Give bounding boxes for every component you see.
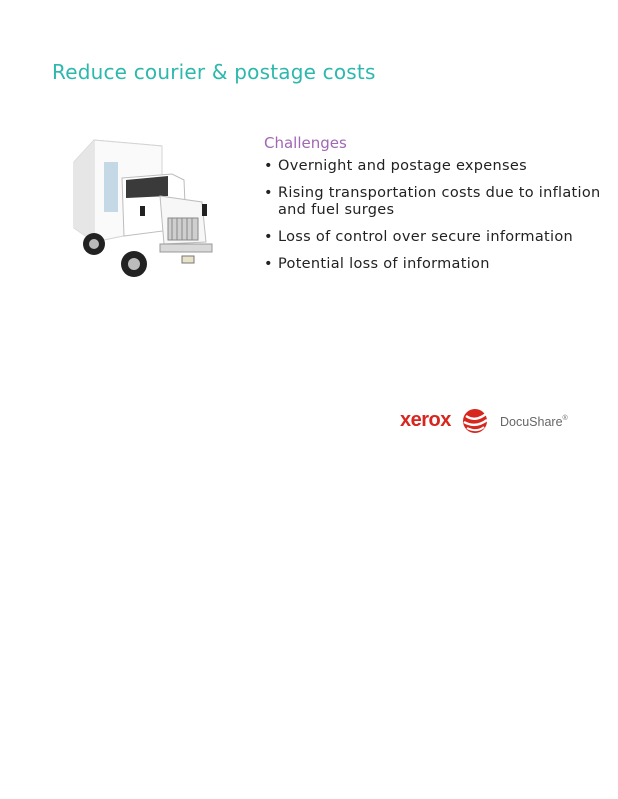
xerox-docushare-logo bbox=[400, 406, 590, 436]
list-item-text: Loss of control over secure information bbox=[278, 229, 574, 245]
xerox-sphere-icon bbox=[462, 408, 488, 434]
list-item bbox=[264, 256, 609, 273]
list-item bbox=[264, 158, 609, 175]
list-item bbox=[264, 229, 609, 246]
registered-mark: ® bbox=[562, 415, 568, 422]
list-item bbox=[264, 185, 609, 219]
list-item-text: Rising transportation costs due to inflation and fuel surges bbox=[278, 185, 601, 218]
challenges-list bbox=[264, 158, 609, 273]
bullet-icon: • bbox=[264, 185, 273, 201]
docushare-text: DocuShare bbox=[500, 415, 563, 429]
challenges-heading: Challenges bbox=[264, 134, 347, 152]
bullet-icon: • bbox=[264, 256, 273, 272]
xerox-wordmark: xerox bbox=[400, 409, 451, 431]
bullet-icon: • bbox=[264, 229, 273, 245]
challenges-section bbox=[264, 134, 609, 283]
bullet-icon: • bbox=[264, 158, 273, 174]
docushare-wordmark bbox=[500, 415, 568, 429]
delivery-truck-image bbox=[64, 132, 224, 284]
list-item-text: Potential loss of information bbox=[278, 256, 490, 272]
page-title: Reduce courier & postage costs bbox=[52, 60, 376, 84]
list-item-text: Overnight and postage expenses bbox=[278, 158, 527, 174]
